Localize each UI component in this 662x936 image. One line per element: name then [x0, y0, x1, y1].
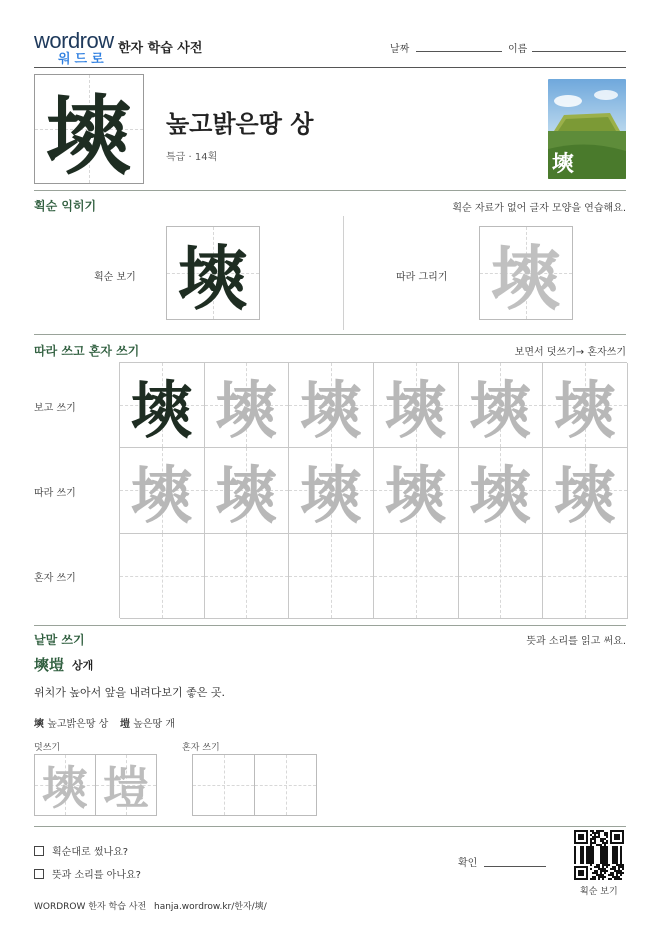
stroke-view-character: 塽	[178, 236, 248, 320]
trace-character: 塽	[469, 373, 532, 447]
trace-box[interactable]	[479, 226, 573, 320]
check-label: 획순대로 썼나요?	[52, 847, 129, 858]
trace-character: 塽	[384, 373, 447, 447]
divider	[34, 826, 626, 827]
word-part-2	[120, 715, 175, 730]
logo-text: wordrow	[34, 28, 114, 53]
word-part-1-char: 塽	[34, 719, 44, 730]
word-trace-box-1[interactable]	[34, 754, 96, 816]
checkbox[interactable]	[34, 869, 44, 879]
practice-cell[interactable]	[543, 363, 628, 448]
practice-cell[interactable]	[205, 534, 290, 619]
trace-character: 塽	[469, 459, 532, 532]
stroke-section-note: 획순 자료가 없어 글자 모양을 연습해요.	[452, 203, 626, 214]
qr-code-icon[interactable]	[574, 830, 624, 880]
practice-cell[interactable]	[543, 448, 628, 533]
checkbox[interactable]	[34, 846, 44, 856]
practice-grid[interactable]	[119, 362, 627, 618]
main-character-box	[34, 74, 144, 187]
word-reading: 상개	[72, 659, 94, 672]
practice-cell[interactable]	[374, 363, 459, 448]
word-trace-char-1: 塽	[42, 761, 88, 815]
word-solo-box-1[interactable]	[192, 754, 255, 816]
practice-cell[interactable]	[289, 534, 374, 619]
entry-title: 높고밝은땅 상	[166, 110, 314, 138]
practice-cell[interactable]	[120, 363, 205, 448]
trace-character: 塽	[215, 373, 278, 447]
check-label: 뜻과 소리를 아나요?	[52, 870, 141, 881]
practice-section-note: 보면서 덧쓰기→ 혼자쓰기	[514, 347, 626, 358]
name-field[interactable]	[532, 51, 626, 52]
footer-url[interactable]: hanja.wordrow.kr/한자/塽/	[154, 902, 267, 912]
thumbnail-character: 塽	[552, 151, 575, 177]
practice-cell[interactable]	[289, 448, 374, 533]
word-trace-box-2[interactable]	[95, 754, 157, 816]
practice-cell[interactable]	[120, 534, 205, 619]
trace-character: 塽	[300, 459, 363, 532]
logo-sub-text: 워드로	[58, 52, 108, 67]
trace-label: 따라 그리기	[396, 272, 448, 283]
practice-cell[interactable]	[543, 534, 628, 619]
stroke-view-label: 획순 보기	[94, 272, 136, 283]
practice-cell[interactable]	[120, 448, 205, 533]
main-character: 塽	[46, 86, 132, 187]
check-item-meaning[interactable]	[34, 866, 141, 881]
date-field[interactable]	[416, 51, 502, 52]
practice-cell[interactable]	[289, 363, 374, 448]
footer-brand: WORDROW 한자 학습 사전	[34, 902, 147, 912]
trace-character: 塽	[130, 459, 193, 532]
practice-cell[interactable]	[374, 534, 459, 619]
trace-character: 塽	[300, 373, 363, 447]
stroke-view-box	[166, 226, 260, 320]
word-hanja: 塽塏	[34, 656, 65, 674]
stroke-section-title: 획순 익히기	[34, 199, 97, 213]
app-title: 한자 학습 사전	[118, 41, 203, 56]
date-label: 날짜	[390, 44, 410, 55]
entry-meta: 특급 · 14획	[166, 152, 218, 163]
row-label-trace: 따라 쓰기	[34, 488, 76, 499]
row-label-view: 보고 쓰기	[34, 403, 76, 414]
practice-cell[interactable]	[459, 534, 544, 619]
name-label: 이름	[508, 44, 528, 55]
stroke-divider	[343, 216, 344, 330]
row-label-solo: 혼자 쓰기	[34, 573, 76, 584]
trace-character: 塽	[554, 373, 617, 447]
word-part-1-gloss: 높고밝은땅 상	[47, 719, 109, 730]
model-character: 塽	[130, 373, 193, 447]
trace-character: 塽	[491, 236, 561, 320]
practice-cell[interactable]	[205, 448, 290, 533]
practice-cell[interactable]	[205, 363, 290, 448]
check-item-stroke-order[interactable]	[34, 843, 128, 858]
word-solo-label: 혼자 쓰기	[182, 743, 220, 753]
trace-character: 塽	[384, 459, 447, 532]
practice-section-title: 따라 쓰고 혼자 쓰기	[34, 344, 140, 358]
practice-cell[interactable]	[374, 448, 459, 533]
word-definition: 위치가 높아서 앞을 내려다보기 좋은 곳.	[34, 686, 225, 699]
illustration-thumbnail	[548, 79, 626, 179]
word-solo-box-2[interactable]	[254, 754, 317, 816]
word-trace-char-2: 塏	[103, 761, 149, 815]
word-section-title: 낱말 쓰기	[34, 633, 85, 647]
confirm-label: 확인	[458, 858, 478, 869]
word-trace-label: 덧쓰기	[34, 743, 61, 753]
word-part-1	[34, 715, 108, 730]
divider	[34, 190, 626, 191]
wordrow-logo	[34, 28, 114, 67]
divider	[34, 625, 626, 626]
confirm-field[interactable]	[484, 866, 546, 867]
qr-label: 획순 보기	[580, 887, 618, 897]
practice-cell[interactable]	[459, 448, 544, 533]
practice-cell[interactable]	[459, 363, 544, 448]
word-part-2-gloss: 높은땅 개	[133, 719, 176, 730]
divider	[34, 334, 626, 335]
trace-character: 塽	[215, 459, 278, 532]
trace-character: 塽	[554, 459, 617, 532]
word-section-note: 뜻과 소리를 읽고 써요.	[526, 636, 626, 647]
word-part-2-char: 塏	[120, 719, 130, 730]
